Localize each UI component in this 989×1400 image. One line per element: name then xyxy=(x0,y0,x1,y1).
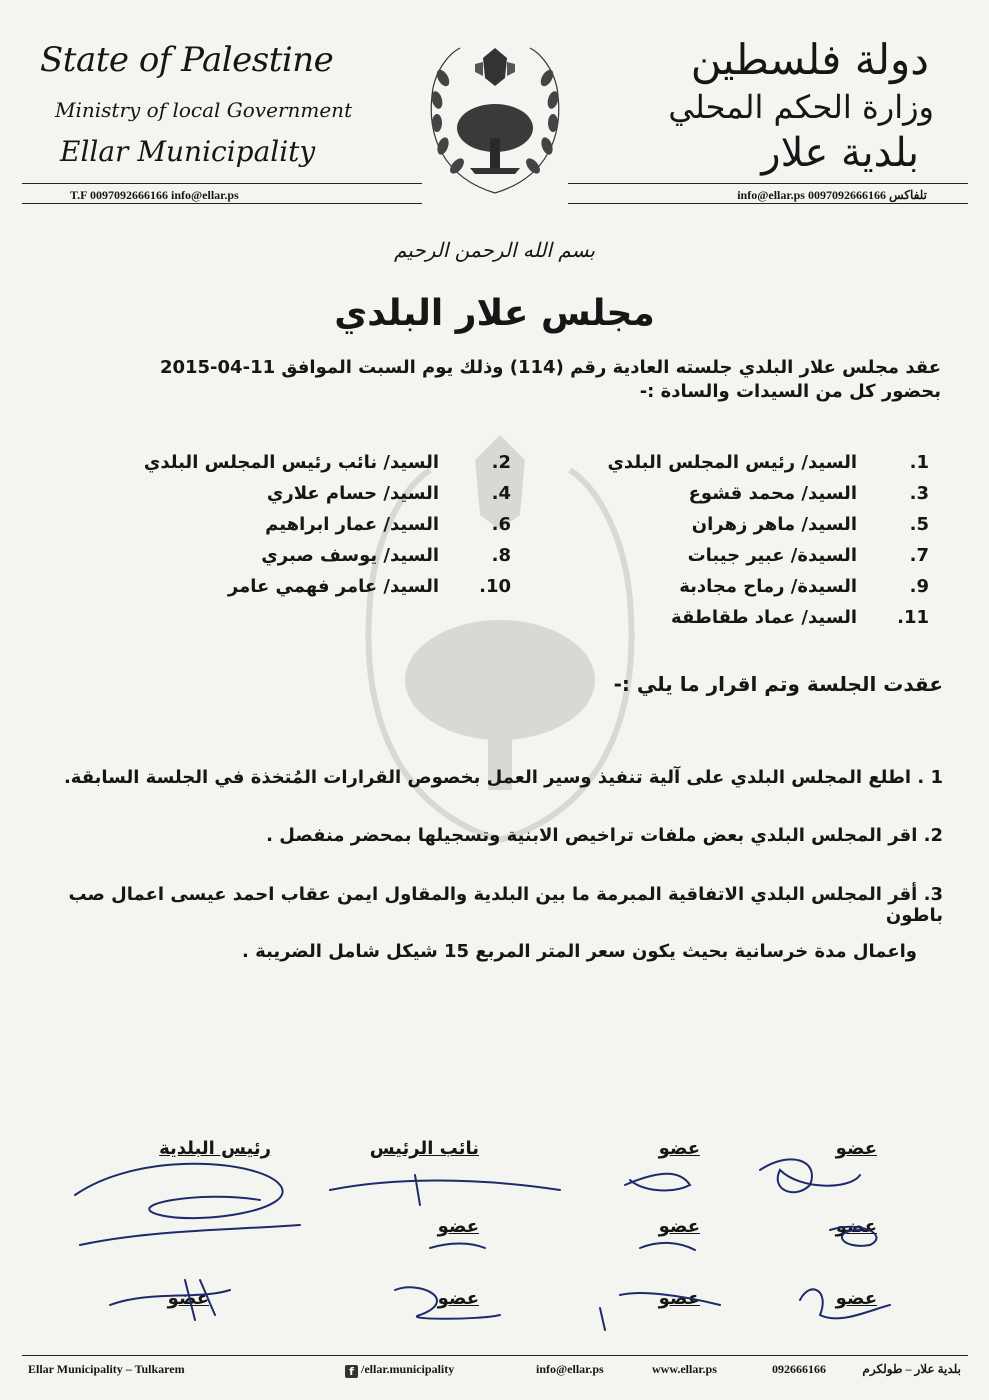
session-intro-line1: عقد مجلس علار البلدي جلسته العادية رقم (114) وذلك يوم السبت الموافق 11-04-2015 xyxy=(159,357,941,378)
footer-phone: 092666166 xyxy=(772,1362,826,1376)
member-10 xyxy=(228,576,511,597)
header-rule-right-bottom xyxy=(568,203,968,204)
member-name: السيد/ حسام علاري xyxy=(266,483,439,504)
signature-label-deputy-head: نائب الرئيس xyxy=(369,1138,479,1159)
member-number: 1. xyxy=(909,452,929,473)
facebook-icon: f xyxy=(345,1365,358,1378)
signature-label-member: عضو xyxy=(835,1288,877,1309)
member-7 xyxy=(688,545,929,566)
session-intro-line2: بحضور كل من السيدات والسادة :- xyxy=(639,381,941,402)
palestine-eagle-emblem-icon xyxy=(415,28,575,200)
member-4 xyxy=(267,483,511,504)
footer-rule xyxy=(22,1355,968,1356)
header-rule-right xyxy=(568,183,968,184)
signature-label-mayor: رئيس البلدية xyxy=(159,1138,271,1159)
facebook-link[interactable]: /ellar.municipality xyxy=(361,1362,455,1376)
member-5 xyxy=(692,514,929,535)
arabic-state-title: دولة فلسطين xyxy=(690,35,929,84)
member-number: 6. xyxy=(491,514,511,535)
arabic-ministry-title: وزارة الحكم المحلي xyxy=(668,88,934,126)
footer-location-ar: بلدية علار – طولكرم xyxy=(862,1362,961,1376)
footer-email[interactable]: info@ellar.ps xyxy=(536,1362,604,1376)
council-title: مجلس علار البلدي xyxy=(334,293,655,334)
member-number: 5. xyxy=(909,514,929,535)
session-heading: عقدت الجلسة وتم اقرار ما يلي :- xyxy=(613,672,943,696)
member-number: 4. xyxy=(491,483,511,504)
footer-location-en: Ellar Municipality – Tulkarem xyxy=(28,1362,185,1376)
member-6 xyxy=(265,514,511,535)
member-name: السيد/ ماهر زهران xyxy=(691,514,857,535)
member-name: السيد/ محمد قشوع xyxy=(688,483,857,504)
member-name: السيد/ عامر فهمي عامر xyxy=(227,576,439,597)
english-municipality-title: Ellar Municipality xyxy=(60,135,316,168)
member-number: 3. xyxy=(909,483,929,504)
member-8 xyxy=(261,545,511,566)
member-name: السيد/ يوسف صبري xyxy=(261,545,439,566)
signature-label-member: عضو xyxy=(437,1288,479,1309)
member-2 xyxy=(144,452,511,473)
member-number: 11. xyxy=(897,607,929,628)
signature-label-member: عضو xyxy=(658,1288,700,1309)
signature-label-member: عضو xyxy=(658,1216,700,1237)
footer-website[interactable]: www.ellar.ps xyxy=(652,1362,717,1376)
session-intro xyxy=(101,356,941,404)
english-state-title: State of Palestine xyxy=(40,40,334,80)
header-rule-left-bottom xyxy=(22,203,422,204)
member-number: 2. xyxy=(491,452,511,473)
member-9 xyxy=(679,576,929,597)
header-contact-right: تلفاكس 0097092666166 info@ellar.ps xyxy=(737,188,927,202)
header-rule-left xyxy=(22,183,422,184)
signature-label-member: عضو xyxy=(437,1216,479,1237)
member-number: 7. xyxy=(909,545,929,566)
member-number: 10. xyxy=(479,576,511,597)
member-name: السيد/ عماد طقاطقة xyxy=(671,607,857,628)
handwritten-signatures xyxy=(0,1130,989,1355)
basmala: بسم الله الرحمن الرحيم xyxy=(393,238,595,262)
signature-label-member: عضو xyxy=(167,1288,209,1309)
decision-3-continued: واعمال مدة خرسانية بحيث يكون سعر المتر المربع 15 شيكل شامل الضريبة . xyxy=(241,941,917,962)
member-number: 8. xyxy=(491,545,511,566)
signature-label-member: عضو xyxy=(835,1138,877,1159)
footer-facebook[interactable] xyxy=(345,1362,454,1378)
decision-1: 1 . اطلع المجلس البلدي على آلية تنفيذ وسير العمل بخصوص القرارات المُتخذة في الجلسة السابقة. xyxy=(63,767,943,788)
member-11 xyxy=(671,607,929,628)
header-contact-left: T.F 0097092666166 info@ellar.ps xyxy=(70,188,239,202)
member-number: 9. xyxy=(909,576,929,597)
english-ministry-title: Ministry of local Government xyxy=(55,98,353,122)
decision-2: 2. اقر المجلس البلدي بعض ملفات تراخيص الابنية وتسجيلها بمحضر منفصل . xyxy=(266,825,943,846)
member-3 xyxy=(689,483,929,504)
member-name: السيد/ عمار ابراهيم xyxy=(265,514,439,535)
arabic-municipality-title: بلدية علار xyxy=(761,130,919,176)
signature-label-member: عضو xyxy=(835,1216,877,1237)
decision-3: 3. أقر المجلس البلدي الاتفاقية المبرمة ما بين البلدية والمقاول ايمن عقاب احمد عيسى اعمال صب باطون xyxy=(68,884,943,926)
member-name: السيد/ نائب رئيس المجلس البلدي xyxy=(143,452,439,473)
member-name: السيدة/ رماح مجادبة xyxy=(679,576,857,597)
signature-label-member: عضو xyxy=(658,1138,700,1159)
member-1 xyxy=(607,452,929,473)
member-name: السيدة/ عبير جيبات xyxy=(687,545,857,566)
member-name: السيد/ رئيس المجلس البلدي xyxy=(607,452,857,473)
